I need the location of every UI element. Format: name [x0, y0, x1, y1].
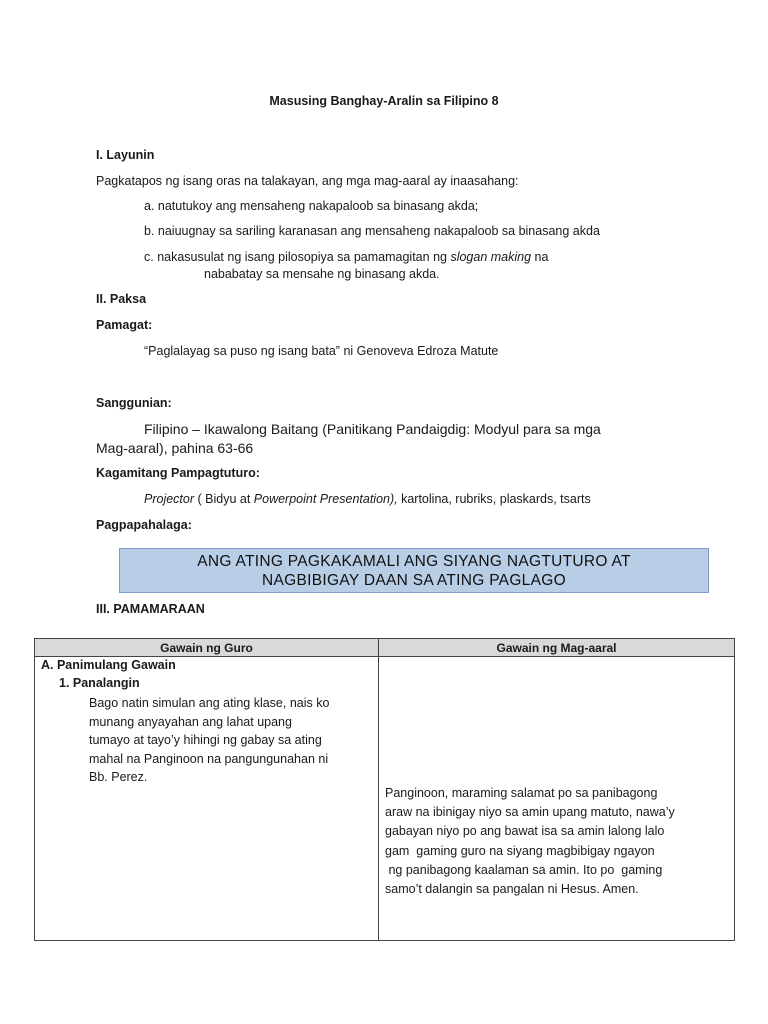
section-heading: A. Panimulang Gawain [41, 658, 176, 672]
kagamitan-label: Kagamitang Pampagtuturo: [96, 466, 260, 480]
table-header-row [35, 639, 735, 657]
student-line: gabayan niyo po ang bawat isa sa amin lalong lalo [385, 824, 665, 839]
teacher-line: mahal na Panginoon na pangungunahan ni [89, 751, 329, 766]
teacher-cell [35, 657, 379, 941]
objective-c-tail: na [531, 250, 549, 264]
student-cell [379, 657, 735, 941]
student-paragraph [385, 784, 675, 899]
layunin-heading: I. Layunin [96, 148, 155, 162]
table-row [35, 657, 735, 941]
procedure-table [34, 638, 735, 941]
pagpapahalaga-label: Pagpapahalaga: [96, 518, 192, 532]
subsection-heading: 1. Panalangin [59, 676, 140, 690]
pamamaraan-heading: III. PAMAMARAAN [96, 602, 205, 616]
objective-b: b. naiuugnay sa sariling karanasan ang mensaheng nakapaloob sa binasang akda [144, 224, 600, 238]
layunin-intro: Pagkatapos ng isang oras na talakayan, ang mga mag-aaral ay inaasahang: [96, 174, 519, 188]
objective-c [144, 250, 548, 264]
banner-line1: ANG ATING PAGKAKAMALI ANG SIYANG NAGTUTURO AT [197, 552, 631, 570]
teacher-paragraph [89, 694, 329, 787]
student-line: gam gaming guro na siyang magbibigay ngayon [385, 843, 655, 858]
student-line: samo’t dalangin sa pangalan ni Hesus. Amen. [385, 882, 639, 897]
header-teacher: Gawain ng Guro [35, 639, 379, 657]
sanggunian-line2: Mag-aaral), pahina 63-66 [96, 440, 254, 456]
kagamitan-value [144, 492, 591, 506]
teacher-line: munang anyayahan ang lahat upang [89, 714, 292, 729]
sanggunian-label: Sanggunian: [96, 396, 172, 410]
objective-c-line2: nababatay sa mensahe ng binasang akda. [204, 267, 440, 281]
pamagat-value: “Paglalayag sa puso ng isang bata” ni Genoveva Edroza Matute [144, 344, 499, 358]
objective-c-text: c. nakasusulat ng isang pilosopiya sa pamamagitan ng [144, 250, 451, 264]
header-student: Gawain ng Mag-aaral [379, 639, 735, 657]
student-line: Panginoon, maraming salamat po sa panibagong [385, 786, 658, 800]
paksa-heading: II. Paksa [96, 292, 147, 306]
kagamitan-mid: ( Bidyu at [194, 492, 254, 506]
student-line: araw na ibinigay niyo sa amin upang matuto, nawa’y [385, 805, 675, 820]
document-title: Masusing Banghay-Aralin sa Filipino 8 [269, 94, 499, 108]
teacher-line: Bb. Perez. [89, 770, 148, 784]
kagamitan-ppt: Powerpoint Presentation), [253, 492, 398, 506]
objective-c-italic: slogan making [450, 250, 532, 264]
student-line: ng panibagong kaalaman sa amin. Ito po gaming [385, 862, 663, 877]
pamagat-label: Pamagat: [96, 318, 153, 332]
values-banner [119, 548, 709, 593]
banner-line2: NAGBIBIGAY DAAN SA ATING PAGLAGO [262, 571, 566, 589]
teacher-line: tumayo at tayo’y hihingi ng gabay sa ating [89, 733, 322, 747]
objective-a: a. natutukoy ang mensaheng nakapaloob sa binasang akda; [144, 199, 479, 213]
sanggunian-line1: Filipino – Ikawalong Baitang (Panitikang Pandaigdig: Modyul para sa mga [144, 421, 601, 437]
kagamitan-rest: kartolina, rubriks, plaskards, tsarts [397, 492, 591, 506]
kagamitan-projector: Projector [144, 492, 195, 506]
teacher-line: Bago natin simulan ang ating klase, nais ko [89, 696, 330, 710]
